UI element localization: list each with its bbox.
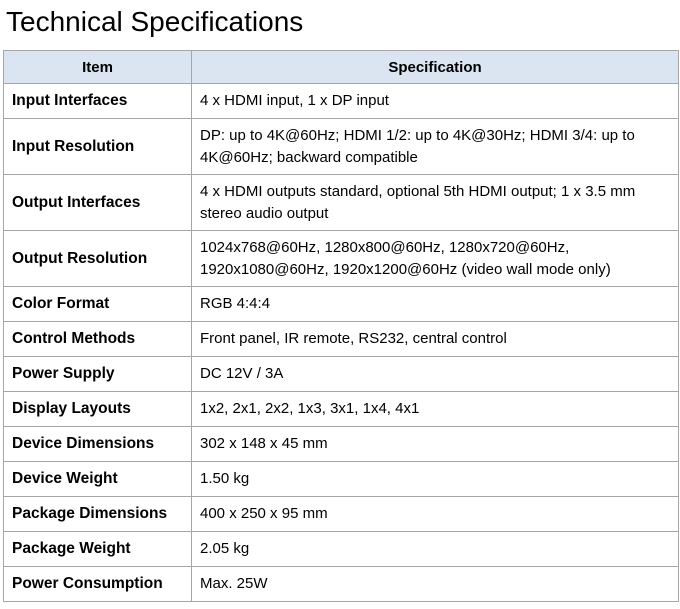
table-header-row [4, 51, 679, 84]
spec-item-value: DC 12V / 3A [192, 357, 679, 392]
table-row [4, 357, 679, 392]
spec-item-value: DP: up to 4K@60Hz; HDMI 1/2: up to 4K@30Hz; HDMI 3/4: up to 4K@60Hz; backward compatible [192, 119, 679, 175]
spec-item-label: Color Format [4, 287, 192, 322]
page-title: Technical Specifications [6, 6, 304, 37]
table-row [4, 84, 679, 119]
table-row [4, 532, 679, 567]
spec-item-label: Device Weight [4, 462, 192, 497]
spec-item-label: Input Interfaces [4, 84, 192, 119]
spec-item-value: 2.05 kg [192, 532, 679, 567]
table-row [4, 175, 679, 231]
column-header-specification: Specification [192, 51, 679, 84]
spec-item-label: Display Layouts [4, 392, 192, 427]
spec-item-value: Front panel, IR remote, RS232, central control [192, 322, 679, 357]
spec-table [3, 50, 679, 602]
spec-item-label: Output Resolution [4, 231, 192, 287]
spec-item-value: 1024x768@60Hz, 1280x800@60Hz, 1280x720@60Hz, 1920x1080@60Hz, 1920x1200@60Hz (video wall mode only) [192, 231, 679, 287]
spec-item-value: 4 x HDMI input, 1 x DP input [192, 84, 679, 119]
spec-item-value: 1.50 kg [192, 462, 679, 497]
table-row [4, 231, 679, 287]
table-row [4, 427, 679, 462]
table-row [4, 462, 679, 497]
spec-item-label: Package Weight [4, 532, 192, 567]
spec-table-body [4, 84, 679, 602]
table-row [4, 322, 679, 357]
spec-item-label: Control Methods [4, 322, 192, 357]
table-row [4, 567, 679, 602]
column-header-item: Item [4, 51, 192, 84]
table-row [4, 497, 679, 532]
spec-item-label: Device Dimensions [4, 427, 192, 462]
table-row [4, 392, 679, 427]
spec-item-value: 1x2, 2x1, 2x2, 1x3, 3x1, 1x4, 4x1 [192, 392, 679, 427]
spec-item-label: Power Supply [4, 357, 192, 392]
spec-item-label: Package Dimensions [4, 497, 192, 532]
spec-item-label: Input Resolution [4, 119, 192, 175]
spec-item-value: 400 x 250 x 95 mm [192, 497, 679, 532]
table-row [4, 119, 679, 175]
spec-item-label: Output Interfaces [4, 175, 192, 231]
spec-item-value: 4 x HDMI outputs standard, optional 5th HDMI output; 1 x 3.5 mm stereo audio output [192, 175, 679, 231]
spec-item-value: Max. 25W [192, 567, 679, 602]
spec-item-label: Power Consumption [4, 567, 192, 602]
spec-item-value: RGB 4:4:4 [192, 287, 679, 322]
spec-item-value: 302 x 148 x 45 mm [192, 427, 679, 462]
table-row [4, 287, 679, 322]
